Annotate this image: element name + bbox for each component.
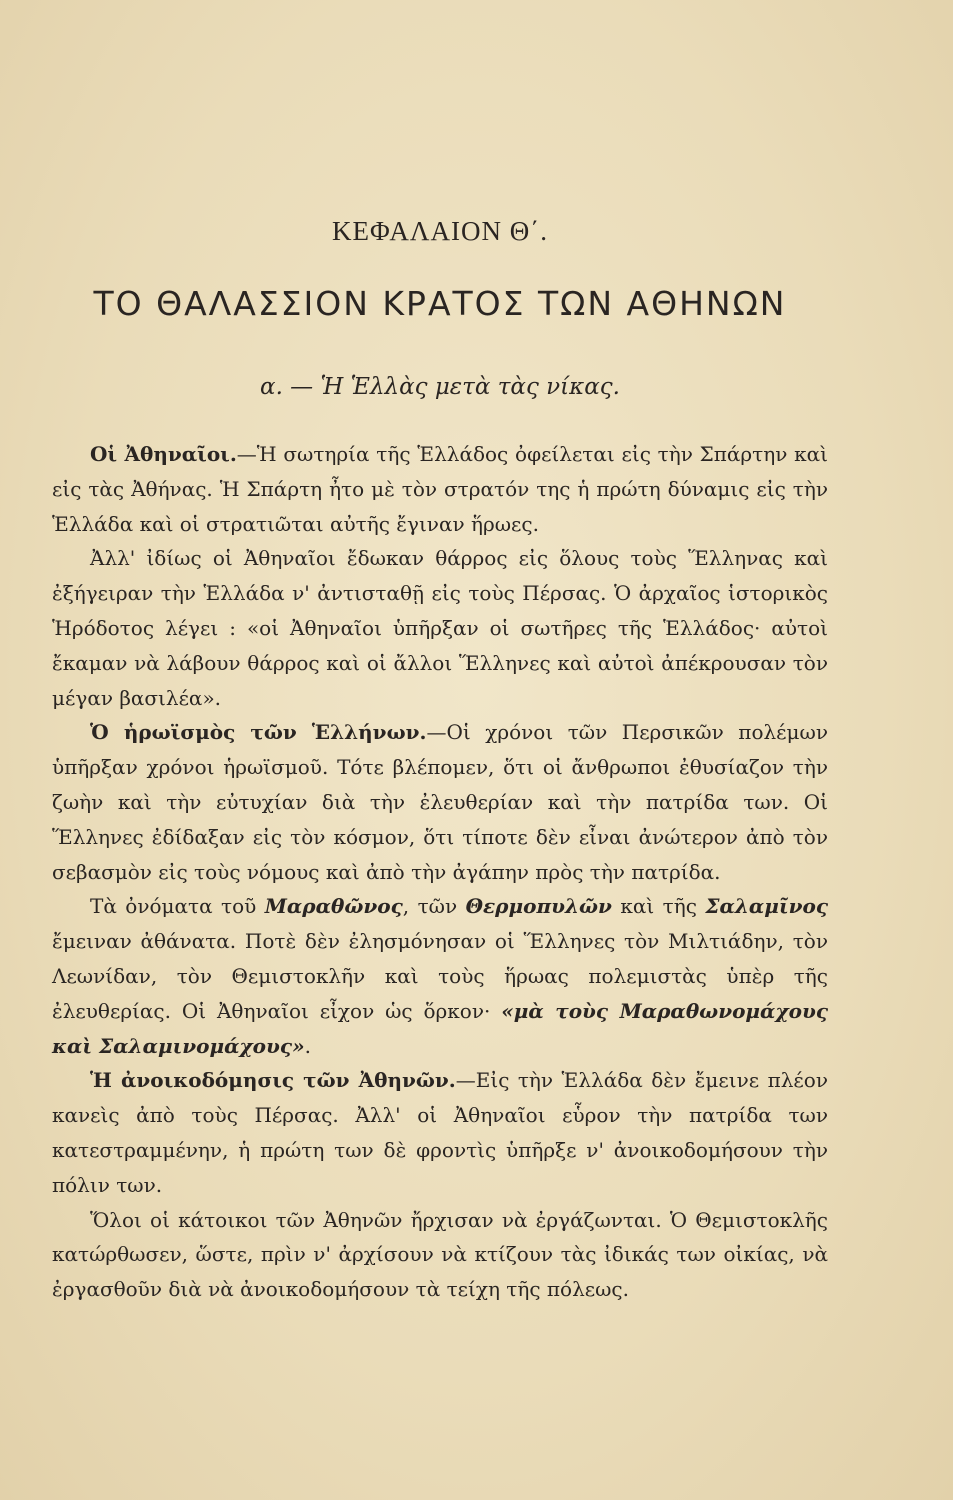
- emphasis-salamis: Σαλαμῖνος: [705, 894, 829, 919]
- run-in-heading: Ἡ ἀνοικοδόμησις τῶν Ἀθηνῶν.: [90, 1068, 456, 1093]
- paragraph-walls: [52, 1203, 828, 1307]
- chapter-label: ΚΕΦΑΛΑΙΟΝ Θ΄.: [332, 216, 548, 246]
- paragraph-names: [52, 889, 828, 1063]
- paragraph-text: Ἀλλ' ἰδίως οἱ Ἀθηναῖοι ἔδωκαν θάρρος εἰς ὅλους τοὺς Ἕλληνας καὶ ἐξήγειραν τὴν Ἑλλάδα ν' ἀντισταθῇ εἰς τοὺς Πέρσας. Ὁ ἀρχαῖος ἱστορικὸς Ἡρόδοτος λέγει : «οἱ Ἀθηναῖοι ὑπῆρξαν οἱ σωτῆρες τῆς Ἑλλάδος· αὐτοὶ ἔκαμαν νὰ λάβουν θάρρος καὶ οἱ ἄλλοι Ἕλληνες καὶ αὐτοὶ ἀπέκρουσαν τὸν μέγαν βασιλέα».: [52, 546, 828, 710]
- paragraph-text: Ὅλοι οἱ κάτοικοι τῶν Ἀθηνῶν ἤρχισαν νὰ ἐργάζωνται. Ὁ Θεμιστοκλῆς κατώρθωσεν, ὥστε, πρὶν ν' ἀρχίσουν νὰ κτίζουν τὰς ἰδικάς των οἰκίας, νὰ ἐργασθοῦν διὰ νὰ ἀνοικοδομήσουν τὰ τείχη τῆς πόλεως.: [52, 1207, 828, 1302]
- run-in-heading: Οἱ Ἀθηναῖοι.: [90, 442, 237, 466]
- chapter-title: ΤΟ ΘΑΛΑΣΣΙΟΝ ΚΡΑΤΟΣ ΤΩΝ ΑΘΗΝΩΝ: [93, 284, 787, 323]
- paragraph-herodotus: [52, 541, 828, 715]
- paragraph-text: ἔμειναν ἀθάνατα. Ποτὲ δὲν ἐλησμόνησαν οἱ Ἕλληνες τὸν Μιλτιάδην, τὸν Λεωνίδαν, τὸν Θεμιστοκλῆν καὶ τοὺς ἥρωας πολεμιστὰς ὑπὲρ τῆς ἐλευθερίας. Οἱ Ἀθηναῖοι εἶχον ὡς ὅρκον·: [52, 929, 828, 1023]
- book-page: [52, 0, 828, 1500]
- paragraph-text: καὶ τῆς: [611, 894, 706, 919]
- paragraph-text: —Οἱ χρόνοι τῶν Περσικῶν πολέμων ὑπῆρξαν χρόνοι ἡρωϊσμοῦ. Τότε βλέπομεν, ὅτι οἱ ἄνθρωποι ἐθυσίαζον τὴν ζωὴν καὶ τὴν εὐτυχίαν διὰ τὴν ἐλευθερίαν καὶ τὴν πατρίδα των. Οἱ Ἕλληνες ἐδίδαξαν εἰς τὸν κόσμον, ὅτι τίποτε δὲν εἶναι ἀνώτερον ἀπὸ τὸν σεβασμὸν εἰς τοὺς νόμους καὶ ἀπὸ τὴν ἀγάπην πρὸς τὴν πατρίδα.: [52, 720, 828, 884]
- paragraph-text: , τῶν: [402, 894, 466, 919]
- emphasis-oath: «μὰ τοὺς Μαραθωνομάχους καὶ Σαλαμινομάχους»: [52, 998, 828, 1058]
- paragraph-text: —Ἡ σωτηρία τῆς Ἑλλάδος ὀφείλεται εἰς τὴν Σπάρτην καὶ εἰς τὰς Ἀθήνας. Ἡ Σπάρτη ἦτο μὲ τὸν στρατόν της ἡ πρώτη δύναμις εἰς τὴν Ἑλλάδα καὶ οἱ στρατιῶται αὐτῆς ἔγιναν ἥρωες.: [52, 442, 828, 536]
- paragraph-text: —Εἰς τὴν Ἑλλάδα δὲν ἔμεινε πλέον κανεὶς ἀπὸ τοὺς Πέρσας. Ἀλλ' οἱ Ἀθηναῖοι εὗρον τὴν πατρίδα των κατεστραμμένην, ἡ πρώτη των δὲ φροντὶς ὑπῆρξε ν' ἀνοικοδομήσουν τὴν πόλιν των.: [52, 1068, 828, 1197]
- run-in-heading: Ὁ ἡρωϊσμὸς τῶν Ἑλλήνων.: [90, 720, 427, 745]
- paragraph-heroism: [52, 715, 828, 889]
- paragraph-text: Τὰ ὀνόματα τοῦ: [90, 894, 265, 919]
- paragraph-rebuilding: [52, 1063, 828, 1202]
- paragraph-text: .: [304, 1033, 311, 1058]
- paragraph-athenians: [52, 437, 828, 541]
- emphasis-thermopylae: Θερμοπυλῶν: [465, 894, 612, 919]
- body-text: [52, 437, 828, 1307]
- emphasis-marathon: Μαραθῶνος: [264, 894, 403, 919]
- section-heading: α. — Ἡ Ἑλλὰς μετὰ τὰς νίκας.: [260, 374, 620, 400]
